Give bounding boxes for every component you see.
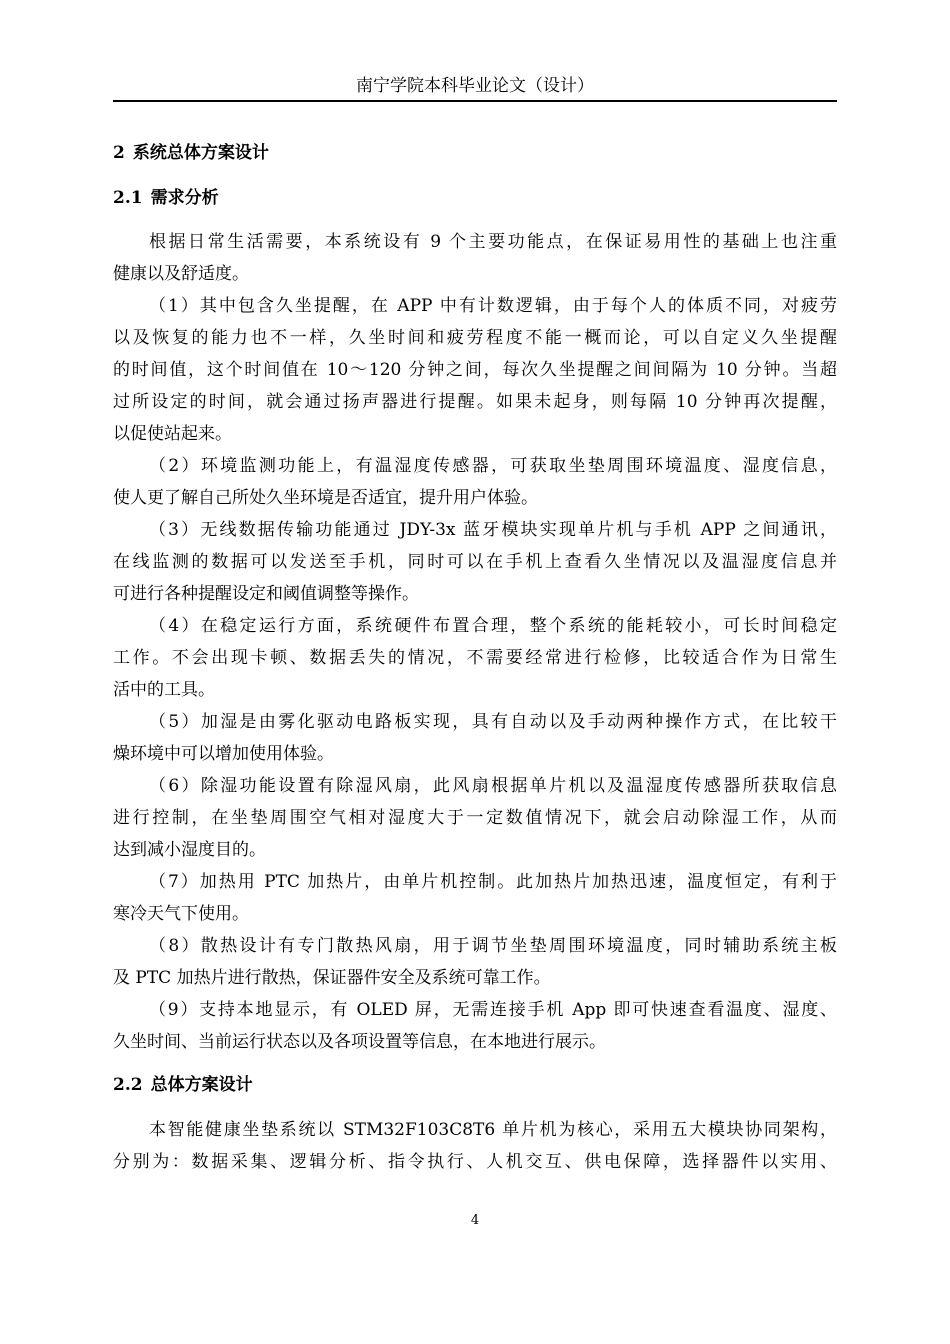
paragraph-line: 以促使站起来。: [113, 424, 232, 444]
paragraph-line: （3）无线数据传输功能通过 JDY-3x 蓝牙模块实现单片机与手机 APP 之间通讯，: [149, 520, 837, 540]
subsection-title: 总体方案设计: [150, 1075, 253, 1095]
overview-paragraph: [113, 1114, 837, 1178]
paragraph-line: （5）加湿是由雾化驱动电路板实现，具有自动以及手动两种操作方式，在比较干: [149, 712, 837, 732]
paragraph-line: 根据日常生活需要，本系统设有 9 个主要功能点，在保证易用性的基础上也注重: [149, 232, 837, 252]
paragraph-line: 本智能健康坐垫系统以 STM32F103C8T6 单片机为核心，采用五大模块协同架构，: [149, 1120, 837, 1140]
header-rule: [113, 100, 837, 102]
paragraph-line: （2）环境监测功能上，有温湿度传感器，可获取坐垫周围环境温度、湿度信息，: [149, 456, 837, 476]
requirement-item-7: [113, 866, 837, 930]
requirement-item-1: [113, 290, 837, 450]
requirement-item-2: [113, 450, 837, 514]
requirement-item-3: [113, 514, 837, 610]
paragraph-line: 达到减小湿度目的。: [113, 840, 266, 860]
section-number: 2: [113, 143, 125, 163]
requirement-item-8: [113, 930, 837, 994]
requirement-item-9: [113, 994, 837, 1058]
paragraph-line: （6）除湿功能设置有除湿风扇，此风扇根据单片机以及温湿度传感器所获取信息: [149, 776, 837, 796]
section-title: 系统总体方案设计: [132, 143, 269, 163]
page-number: 4: [470, 1213, 480, 1228]
paragraph-line: （4）在稳定运行方面，系统硬件布置合理，整个系统的能耗较小，可长时间稳定: [149, 616, 837, 636]
subsection-title: 需求分析: [150, 188, 219, 208]
requirement-item-6: [113, 770, 837, 866]
requirement-item-4: [113, 610, 837, 706]
paragraph-line: 可进行各种提醒设定和阈值调整等操作。: [113, 584, 419, 604]
paragraph-line: （7）加热用 PTC 加热片，由单片机控制。此加热片加热迅速，温度恒定，有利于: [149, 872, 837, 892]
subsection-number: 2.2: [113, 1075, 143, 1095]
subsection-heading-2-1: [113, 186, 219, 210]
paragraph-line: 以及恢复的能力也不一样，久坐时间和疲劳程度不能一概而论，可以自定义久坐提醒: [113, 328, 837, 348]
intro-paragraph: [113, 226, 837, 290]
paragraph-line: （9）支持本地显示，有 OLED 屏，无需连接手机 App 即可快速查看温度、湿度、: [149, 1000, 837, 1020]
paragraph-line: （8）散热设计有专门散热风扇，用于调节坐垫周围环境温度，同时辅助系统主板: [149, 936, 837, 956]
paragraph-line: 工作。不会出现卡顿、数据丢失的情况，不需要经常进行检修，比较适合作为日常生: [113, 648, 837, 668]
paragraph-line: 进行控制，在坐垫周围空气相对湿度大于一定数值情况下，就会启动除湿工作，从而: [113, 808, 837, 828]
paragraph-line: 分别为：数据采集、逻辑分析、指令执行、人机交互、供电保障，选择器件以实用、: [113, 1152, 837, 1172]
running-header: 南宁学院本科毕业论文（设计）: [356, 76, 594, 96]
paragraph-line: 在线监测的数据可以发送至手机，同时可以在手机上查看久坐情况以及温湿度信息并: [113, 552, 837, 572]
requirement-item-5: [113, 706, 837, 770]
paragraph-line: 寒冷天气下使用。: [113, 904, 249, 924]
section-heading: [113, 141, 269, 165]
paragraph-line: 过所设定的时间，就会通过扬声器进行提醒。如果未起身，则每隔 10 分钟再次提醒，: [113, 392, 837, 412]
paragraph-line: 活中的工具。: [113, 680, 215, 700]
subsection-heading-2-2: [113, 1073, 253, 1097]
paragraph-line: 及 PTC 加热片进行散热，保证器件安全及系统可靠工作。: [113, 968, 551, 988]
subsection-number: 2.1: [113, 188, 143, 208]
paragraph-line: 久坐时间、当前运行状态以及各项设置等信息，在本地进行展示。: [113, 1032, 606, 1052]
paragraph-line: 燥环境中可以增加使用体验。: [113, 744, 334, 764]
paragraph-line: 的时间值，这个时间值在 10～120 分钟之间，每次久坐提醒之间间隔为 10 分钟。当超: [113, 360, 837, 380]
paragraph-line: （1）其中包含久坐提醒，在 APP 中有计数逻辑，由于每个人的体质不同，对疲劳: [149, 296, 837, 316]
paragraph-line: 健康以及舒适度。: [113, 264, 249, 284]
paragraph-line: 使人更了解自己所处久坐环境是否适宜，提升用户体验。: [113, 488, 538, 508]
